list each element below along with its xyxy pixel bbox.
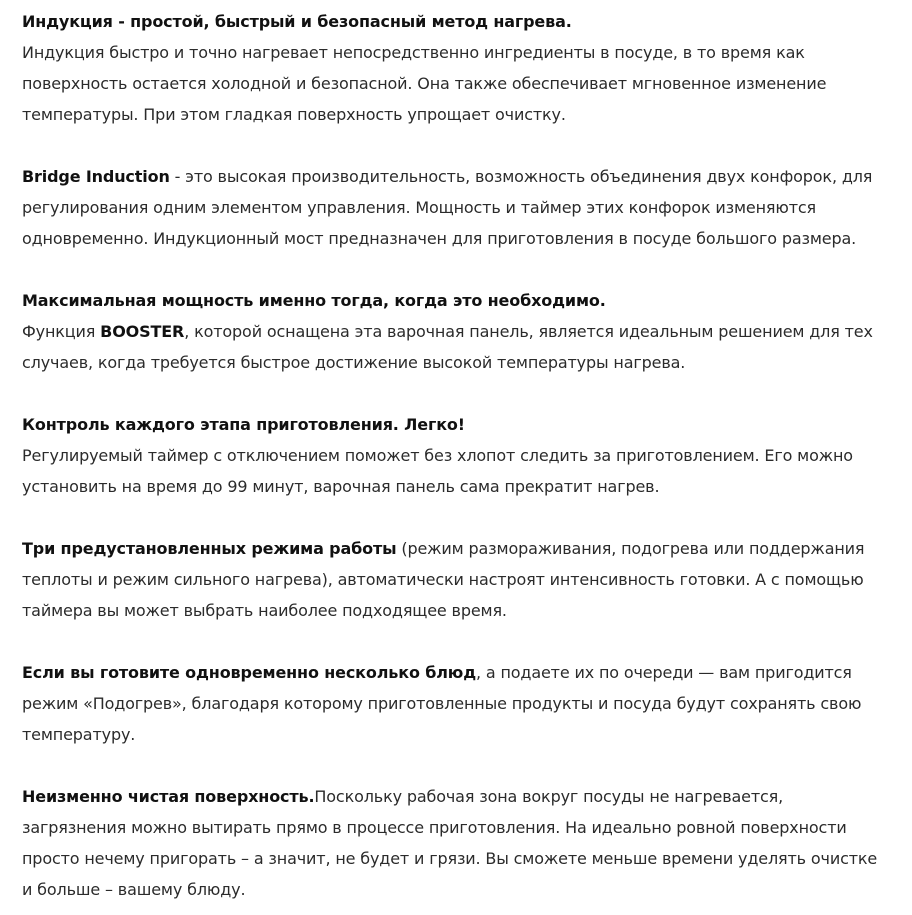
section-booster (22, 285, 890, 378)
section-preset-modes-text: (режим размораживания, подогрева или поддержания теплоты и режим сильного нагрева), автоматически настроят интенсивность готовки. А с помощью таймера вы может выбрать наиболее подходящее время. (22, 539, 865, 620)
section-keep-warm-text: , а подаете их по очереди — вам пригодится режим «Подогрев», благодаря которому приготовленные продукты и посуда будут сохранять свою температуру. (22, 663, 862, 744)
section-booster-heading: Максимальная мощность именно тогда, когда это необходимо. (22, 291, 606, 310)
section-keep-warm (22, 657, 890, 750)
section-booster-text-pre: Функция (22, 322, 101, 341)
section-keep-warm-lead: Если вы готовите одновременно несколько блюд (22, 663, 476, 682)
section-clean-surface-lead: Неизменно чистая поверхность. (22, 787, 315, 806)
section-induction (22, 6, 890, 130)
section-induction-text: Индукция быстро и точно нагревает непосредственно ингредиенты в посуде, в то время как поверхность остается холодной и безопасной. Она также обеспечивает мгновенное изменение температуры. При этом гладкая поверхность упрощает очистку. (22, 43, 827, 124)
section-timer (22, 409, 890, 502)
section-timer-text: Регулируемый таймер с отключением поможет без хлопот следить за приготовлением. Его можно установить на время до 99 минут, варочная панель сама прекратит нагрев. (22, 446, 853, 496)
section-preset-modes (22, 533, 890, 626)
section-bridge-induction-text: - это высокая производительность, возможность объединения двух конфорок, для регулирования одним элементом управления. Мощность и таймер этих конфорок изменяются одновременно. Индукционный мост предназначен для приготовления в посуде большого размера. (22, 167, 873, 248)
section-induction-heading: Индукция - простой, быстрый и безопасный метод нагрева. (22, 12, 572, 31)
section-bridge-induction-lead: Bridge Induction (22, 167, 170, 186)
section-clean-surface-text: Поскольку рабочая зона вокруг посуды не нагревается, загрязнения можно вытирать прямо в процессе приготовления. На идеально ровной поверхности просто нечему пригорать – а значит, не будет и грязи. Вы сможете меньше времени уделять очистке и больше – вашему блюду. (22, 787, 878, 899)
section-preset-modes-lead: Три предустановленных режима работы (22, 539, 397, 558)
section-booster-keyword: BOOSTER (100, 322, 185, 341)
section-booster-text-post: , которой оснащена эта варочная панель, является идеальным решением для тех случаев, когда требуется быстрое достижение высокой температуры нагрева. (22, 322, 873, 372)
section-clean-surface (22, 781, 890, 905)
section-bridge-induction (22, 161, 890, 254)
section-timer-heading: Контроль каждого этапа приготовления. Легко! (22, 415, 465, 434)
